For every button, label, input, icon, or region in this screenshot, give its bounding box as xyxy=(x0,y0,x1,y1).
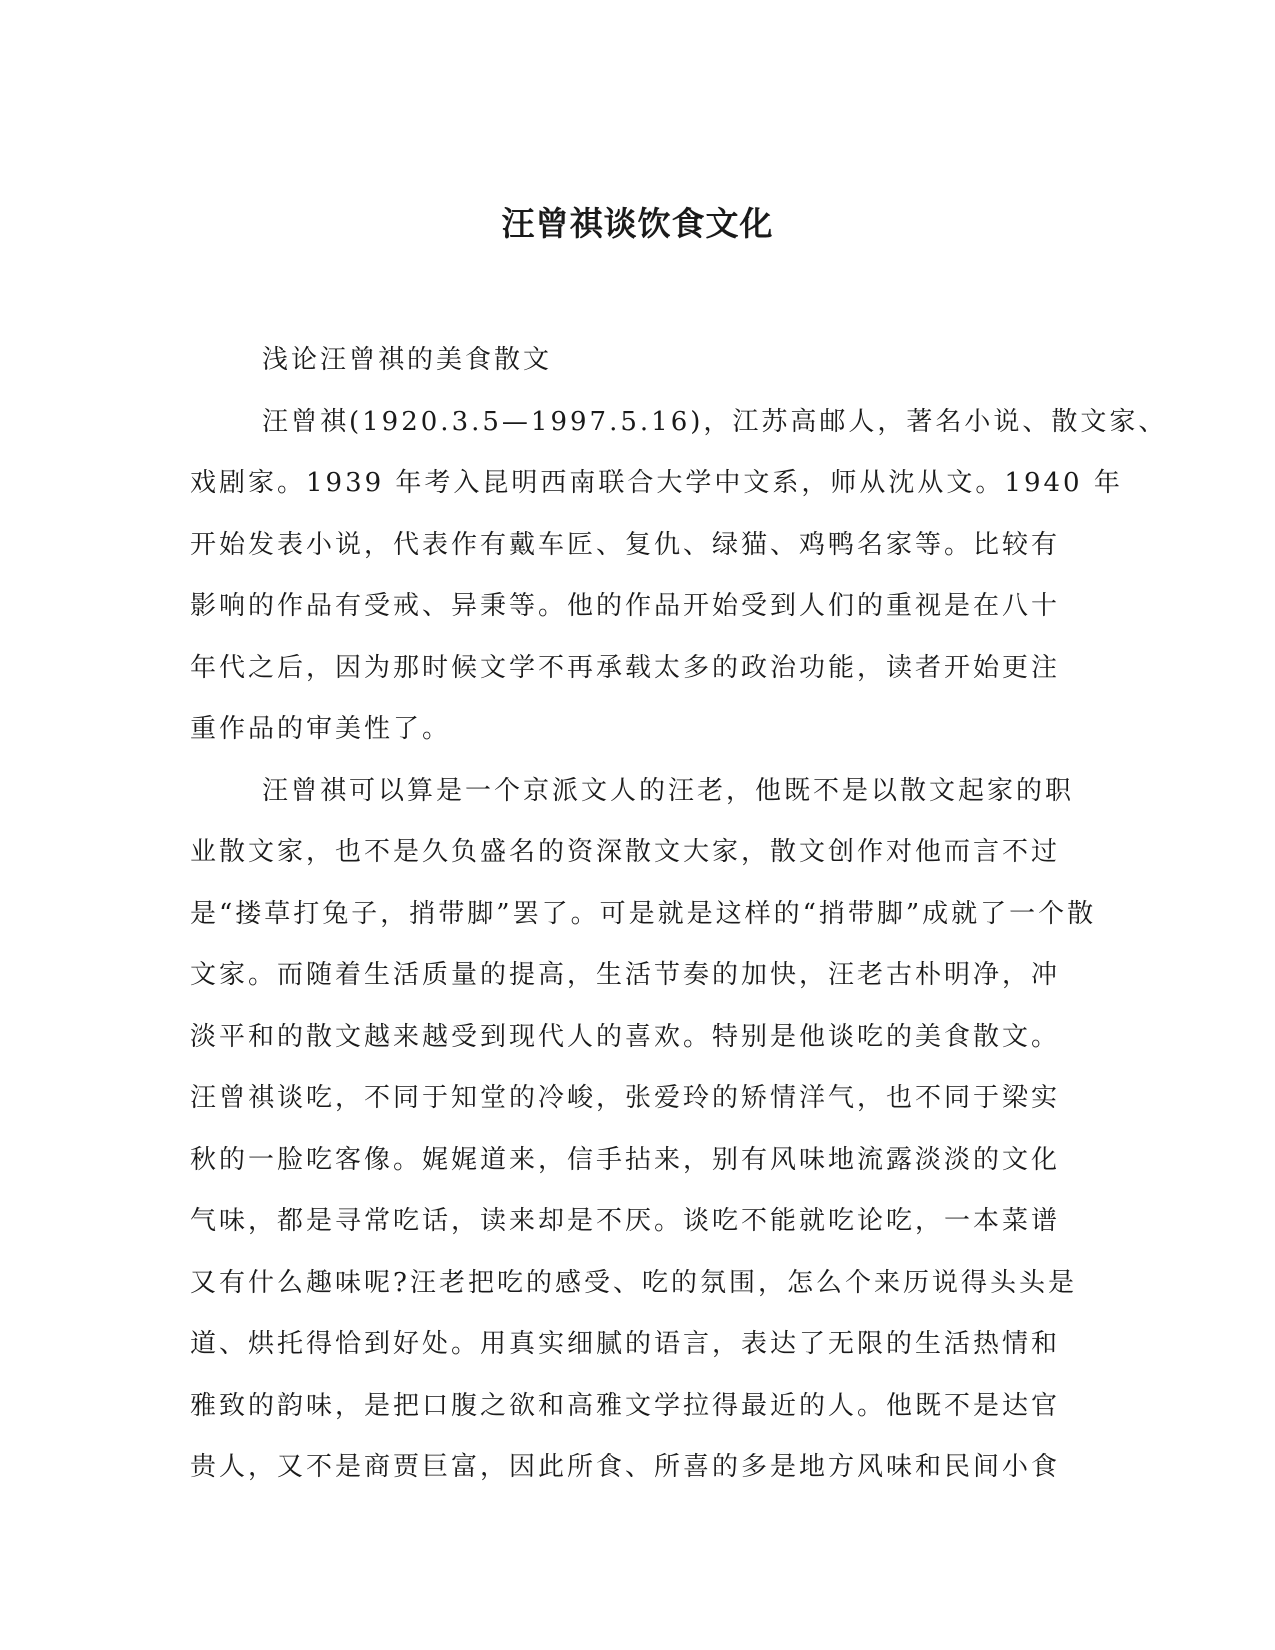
text-line: 戏剧家。1939 年考入昆明西南联合大学中文系，师从沈从文。1940 年 xyxy=(190,468,1123,498)
text-line: 贵人，又不是商贾巨富，因此所食、所喜的多是地方风味和民间小食 xyxy=(190,1452,1061,1482)
text-line: 是“搂草打兔子，捎带脚”罢了。可是就是这样的“捎带脚”成就了一个散 xyxy=(190,898,1097,929)
text-line: 年代之后，因为那时候文学不再承载太多的政治功能，读者开始更注 xyxy=(190,652,1061,683)
text-line: 汪曾祺谈吃，不同于知堂的冷峻，张爱玲的矫情洋气，也不同于梁实 xyxy=(190,1083,1061,1113)
text-line: 雅致的韵味，是把口腹之欲和高雅文学拉得最近的人。他既不是达官 xyxy=(190,1390,1061,1421)
document-title: 汪曾祺谈饮食文化 xyxy=(501,204,774,243)
text-line: 淡平和的散文越来越受到现代人的喜欢。特别是他谈吃的美食散文。 xyxy=(190,1021,1061,1052)
text-line: 汪曾祺(1920.3.5—1997.5.16)，江苏高邮人，著名小说、散文家、 xyxy=(262,406,1168,437)
text-line: 重作品的审美性了。 xyxy=(190,714,452,744)
document-body xyxy=(190,330,1168,1499)
text-line: 文家。而随着生活质量的提高，生活节奏的加快，汪老古朴明净，冲 xyxy=(190,960,1061,990)
text-line-subtitle: 浅论汪曾祺的美食散文 xyxy=(262,345,553,375)
text-line: 道、烘托得恰到好处。用真实细腻的语言，表达了无限的生活热情和 xyxy=(190,1329,1061,1359)
text-line: 又有什么趣味呢?汪老把吃的感受、吃的氛围，怎么个来历说得头头是 xyxy=(190,1267,1077,1298)
text-line: 汪曾祺可以算是一个京派文人的汪老，他既不是以散文起家的职 xyxy=(262,775,1075,806)
text-line: 秋的一脸吃客像。娓娓道来，信手拈来，别有风味地流露淡淡的文化 xyxy=(190,1144,1061,1175)
text-line: 影响的作品有受戒、异秉等。他的作品开始受到人们的重视是在八十 xyxy=(190,591,1061,621)
text-line: 开始发表小说，代表作有戴车匠、复仇、绿猫、鸡鸭名家等。比较有 xyxy=(190,529,1061,560)
text-line: 气味，都是寻常吃话，读来却是不厌。谈吃不能就吃论吃，一本菜谱 xyxy=(190,1206,1061,1236)
text-line: 业散文家，也不是久负盛名的资深散文大家，散文创作对他而言不过 xyxy=(190,837,1061,867)
